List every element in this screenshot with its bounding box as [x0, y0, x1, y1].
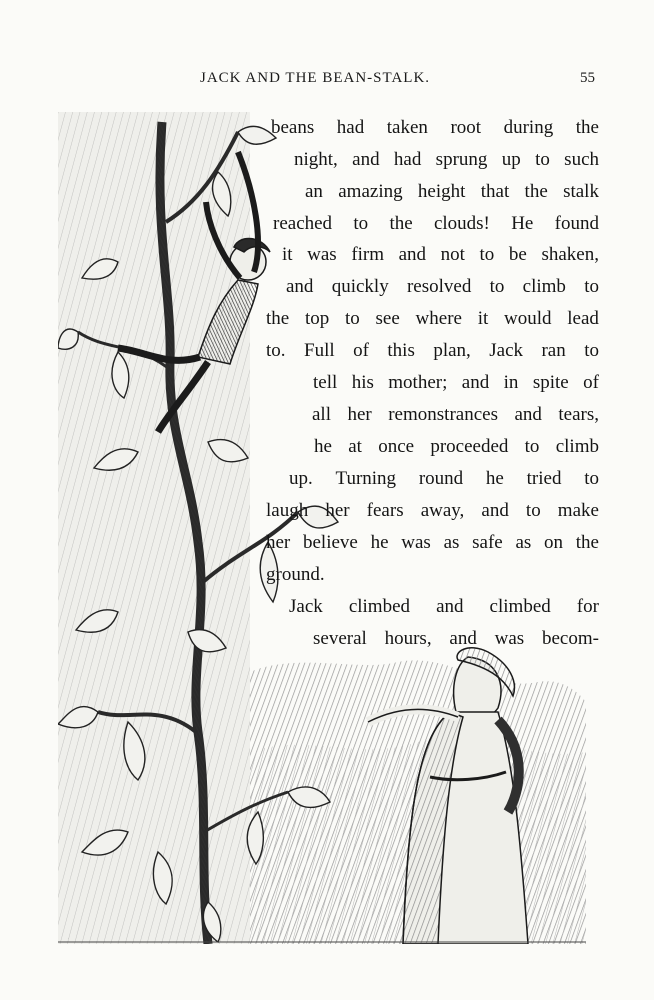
running-title: JACK AND THE BEAN-STALK. — [200, 70, 431, 86]
word: climb — [555, 436, 599, 457]
text-line: ground. — [266, 564, 325, 585]
word: that — [480, 181, 510, 202]
word: ran — [541, 340, 566, 361]
word: he — [485, 468, 504, 489]
word: stalk — [563, 181, 599, 202]
word: round — [418, 468, 464, 489]
word: top — [304, 308, 330, 329]
word: shaken, — [541, 244, 599, 265]
word: to — [535, 149, 550, 170]
word: reached — [273, 213, 333, 234]
word: where — [415, 308, 462, 329]
word: he — [370, 532, 389, 553]
word: Jack — [489, 340, 524, 361]
word: lead — [567, 308, 599, 329]
text-line — [266, 498, 599, 524]
word: as — [443, 532, 460, 553]
word: climb — [522, 276, 566, 297]
text-line — [266, 306, 599, 332]
word: amazing — [338, 181, 403, 202]
text-line — [305, 179, 599, 205]
text-line — [266, 530, 599, 556]
word: once — [378, 436, 415, 457]
word: several — [313, 628, 367, 649]
word: the — [266, 308, 290, 329]
word: and — [481, 500, 509, 521]
word: on — [544, 532, 564, 553]
word: not — [440, 244, 465, 265]
word: night, — [294, 149, 338, 170]
word: to — [345, 308, 360, 329]
word: to — [353, 213, 369, 234]
word: and — [352, 149, 380, 170]
word: to. — [266, 340, 286, 361]
page-number: 55 — [580, 70, 595, 86]
word: and — [449, 628, 477, 649]
word: her — [347, 404, 372, 425]
word: tried — [526, 468, 562, 489]
word: spite — [532, 372, 569, 393]
word: to — [524, 436, 540, 457]
word: and — [436, 596, 464, 617]
word: would — [504, 308, 552, 329]
word: hours, — [384, 628, 432, 649]
text-line — [286, 274, 599, 300]
word: the — [389, 213, 413, 234]
word: fears — [366, 500, 404, 521]
word: he — [314, 436, 332, 457]
word: to — [584, 468, 599, 489]
word: such — [564, 149, 599, 170]
word: firm — [351, 244, 385, 265]
word: found — [554, 213, 599, 234]
word: for — [576, 596, 599, 617]
word: was — [494, 628, 525, 649]
text-line — [266, 338, 599, 364]
word: to — [489, 276, 505, 297]
word: proceeded — [430, 436, 509, 457]
word: away, — [420, 500, 465, 521]
word: make — [557, 500, 599, 521]
word: in — [503, 372, 519, 393]
word: an — [305, 181, 323, 202]
word: had — [336, 117, 365, 138]
word: of — [353, 340, 369, 361]
word: up — [501, 149, 521, 170]
word: sprung — [435, 149, 488, 170]
word: safe — [472, 532, 503, 553]
word: height — [417, 181, 466, 202]
text-line — [294, 147, 599, 173]
word: believe — [303, 532, 358, 553]
text-line — [273, 211, 599, 237]
word: as — [515, 532, 532, 553]
text-line — [271, 115, 599, 141]
word: remonstrances — [388, 404, 498, 425]
word: his — [351, 372, 374, 393]
text-line — [313, 626, 599, 652]
word: and — [398, 244, 427, 265]
word: becom- — [541, 628, 599, 649]
word: Full — [304, 340, 335, 361]
text-line — [289, 594, 599, 620]
word: plan, — [433, 340, 471, 361]
word: tell — [313, 372, 338, 393]
word: had — [393, 149, 422, 170]
word: mother; — [388, 372, 448, 393]
word: Jack — [289, 596, 323, 617]
word: to — [584, 340, 599, 361]
word: the — [575, 117, 599, 138]
word: it — [282, 244, 293, 265]
word: climbed — [348, 596, 411, 617]
word: it — [477, 308, 489, 329]
word: the — [575, 532, 599, 553]
text-line — [314, 434, 599, 460]
word: climbed — [489, 596, 551, 617]
word: and — [514, 404, 542, 425]
word: quickly — [331, 276, 389, 297]
word: during — [503, 117, 554, 138]
word: He — [511, 213, 534, 234]
word: taken — [386, 117, 428, 138]
word: to — [479, 244, 495, 265]
word: of — [583, 372, 599, 393]
word: her — [325, 500, 350, 521]
word: and — [461, 372, 490, 393]
word: to — [525, 500, 541, 521]
word: all — [312, 404, 331, 425]
word: this — [387, 340, 415, 361]
text-line — [313, 370, 599, 396]
word: up. — [289, 468, 313, 489]
word: the — [524, 181, 548, 202]
word: be — [508, 244, 527, 265]
text-line — [312, 402, 599, 428]
word: root — [450, 117, 482, 138]
word: was — [401, 532, 431, 553]
word: resolved — [406, 276, 472, 297]
word: see — [375, 308, 400, 329]
word: and — [286, 276, 314, 297]
word: was — [307, 244, 337, 265]
text-line — [289, 466, 599, 492]
word: Turning — [335, 468, 397, 489]
word: laugh — [266, 500, 309, 521]
word: tears, — [558, 404, 599, 425]
word: her — [266, 532, 291, 553]
word: beans — [271, 117, 315, 138]
word: at — [348, 436, 362, 457]
text-line — [282, 242, 599, 268]
word: to — [584, 276, 599, 297]
word: clouds! — [433, 213, 490, 234]
